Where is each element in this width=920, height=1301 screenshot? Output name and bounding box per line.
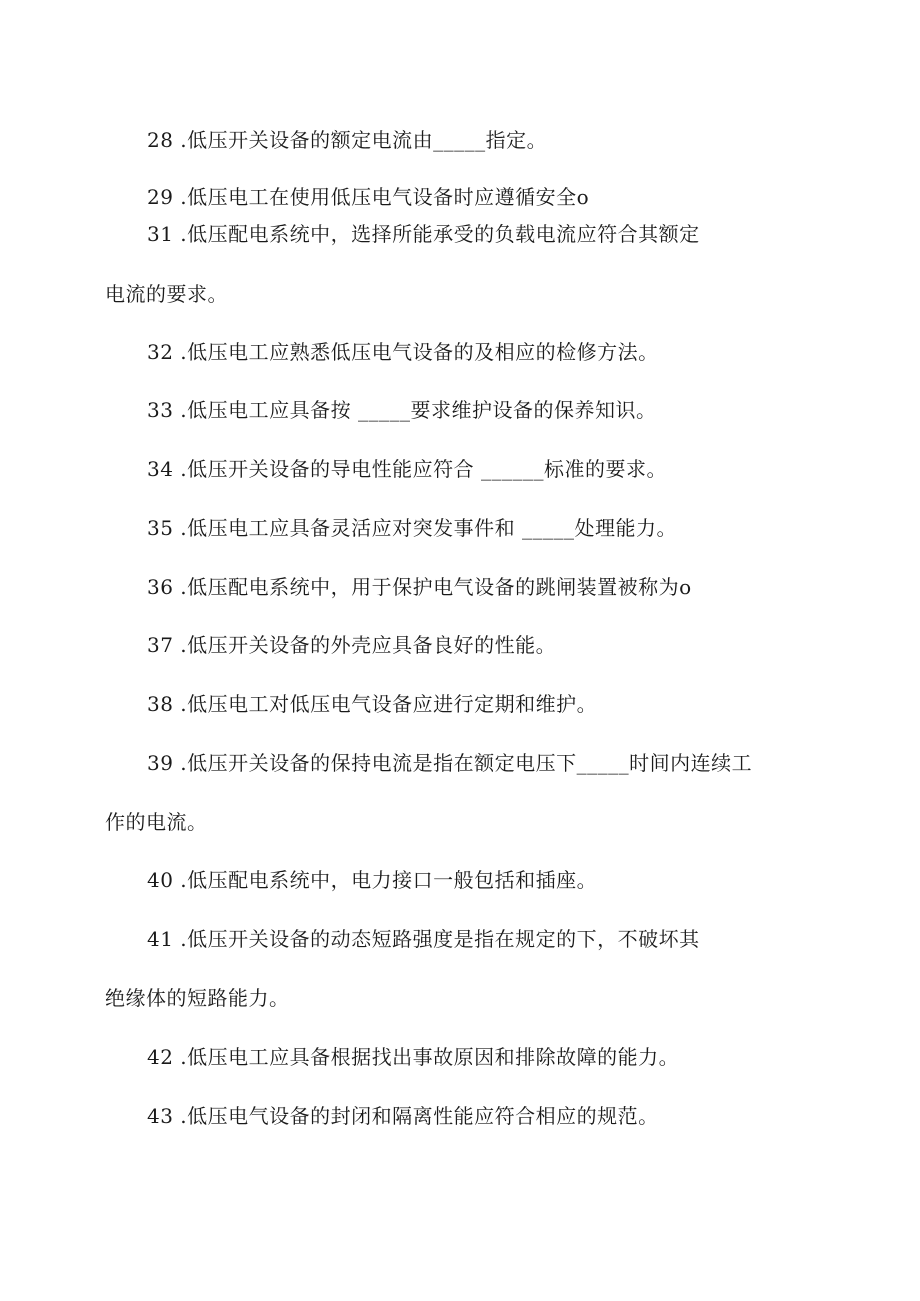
question-28: 28 .低压开关设备的额定电流由_____指定。 [147, 128, 548, 152]
question-38: 38 .低压电工对低压电气设备应进行定期和维护。 [147, 692, 598, 716]
question-35: 35 .低压电工应具备灵活应对突发事件和 _____处理能力。 [147, 516, 678, 540]
question-36: 36 .低压配电系统中，用于保护电气设备的跳闸装置被称为o [147, 575, 692, 599]
question-29: 29 .低压电工在使用低压电气设备时应遵循安全o [147, 185, 590, 209]
question-34: 34 .低压开关设备的导电性能应符合 ______标准的要求。 [147, 457, 668, 481]
question-42: 42 .低压电工应具备根据找出事故原因和排除故障的能力。 [147, 1045, 680, 1069]
question-41: 41 .低压开关设备的动态短路强度是指在规定的下，不破坏其 [147, 927, 700, 951]
question-39-continuation: 作的电流。 [105, 810, 208, 834]
question-32: 32 .低压电工应熟悉低压电气设备的及相应的检修方法。 [147, 340, 659, 364]
question-31: 31 .低压配电系统中，选择所能承受的负载电流应符合其额定 [147, 222, 700, 246]
question-39: 39 .低压开关设备的保持电流是指在额定电压下_____时间内连续工 [147, 751, 753, 775]
question-43: 43 .低压电气设备的封闭和隔离性能应符合相应的规范。 [147, 1104, 659, 1128]
question-37: 37 .低压开关设备的外壳应具备良好的性能。 [147, 633, 557, 657]
question-40: 40 .低压配电系统中，电力接口一般包括和插座。 [147, 868, 598, 892]
question-33: 33 .低压电工应具备按 _____要求维护设备的保养知识。 [147, 398, 657, 422]
question-31-continuation: 电流的要求。 [105, 282, 228, 306]
question-41-continuation: 绝缘体的短路能力。 [105, 986, 290, 1010]
